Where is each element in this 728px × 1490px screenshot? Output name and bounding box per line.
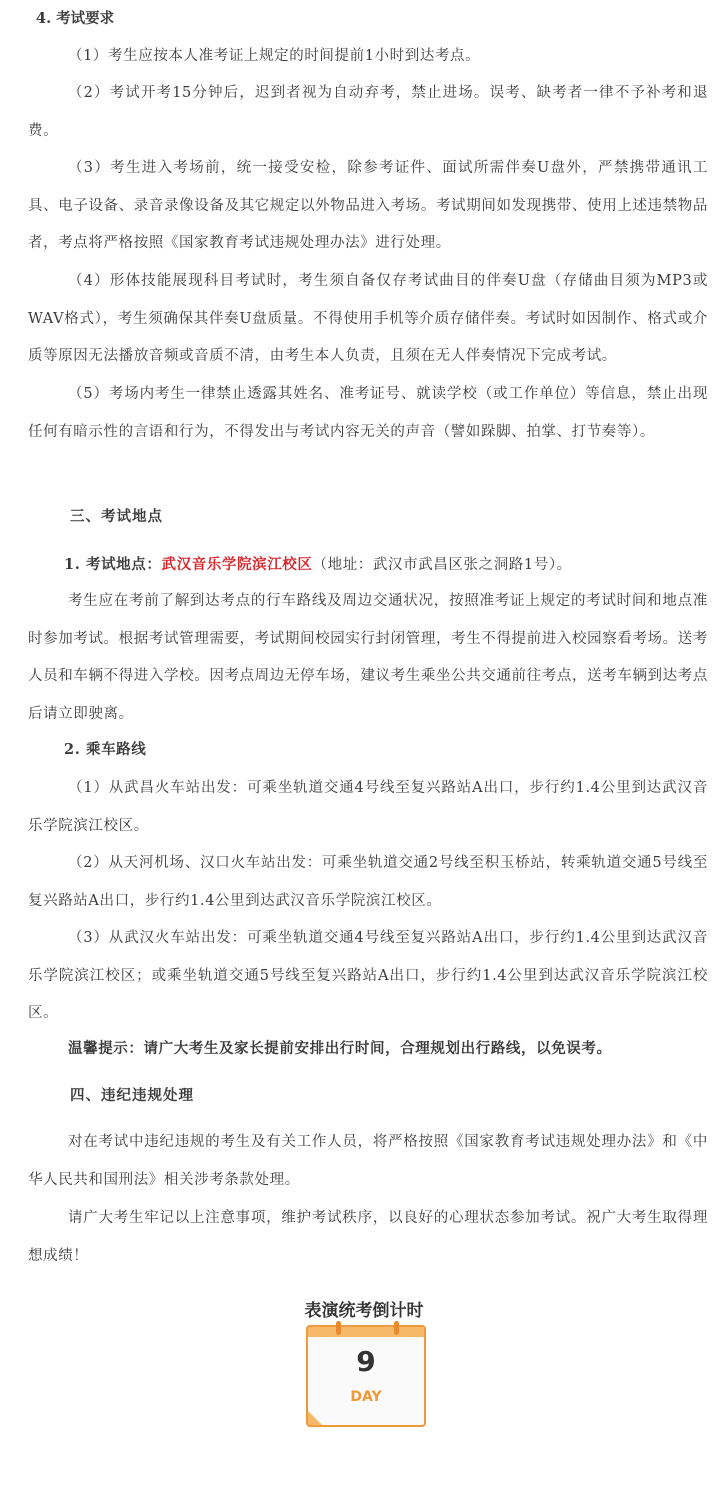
- countdown-unit: DAY: [350, 1389, 382, 1405]
- location-paragraph: 考生应在考前了解到达考点的行车路线及周边交通状况，按照准考证上规定的考试时间和地点准时参加考试。根据考试管理需要，考试期间校园实行封闭管理，考生不得提前进入校园察看考场。送考人员和车辆不得进入学校。因考点周边无停车场，建议考生乘坐公共交通前往考点，送考车辆到达考点后请立即驶离。: [28, 593, 708, 722]
- calendar-ring-right: [394, 1321, 399, 1335]
- calendar-page-curl: [308, 1411, 322, 1425]
- route-item-3: （3）从武汉火车站出发：可乘坐轨道交通4号线至复兴路站A出口，步行约1.4公里到达武汉音乐学院滨江校区；或乘坐轨道交通5号线至复兴路站A出口，步行约1.4公里到达武汉音乐学院滨江校区。: [28, 930, 708, 1021]
- route-item-2: （2）从天河机场、汉口火车站出发：可乘坐轨道交通2号线至积玉桥站，转乘轨道交通5号线至复兴路站A出口，步行约1.4公里到达武汉音乐学院滨江校区。: [28, 855, 708, 909]
- section-heading-exam-location: 三、考试地点: [70, 508, 163, 525]
- requirement-item-4: （4）形体技能展现科目考试时，考生须自备仅存考试曲目的伴奏U盘（存储曲目须为MP3或WAV格式），考生须确保其伴奏U盘质量。不得使用手机等介质存储伴奏。考试时如因制作、格式或介质等原因无法播放音频或音质不清，由考生本人负责，且须在无人伴奏情况下完成考试。: [28, 273, 708, 364]
- section-heading-violations: 四、违纪违规处理: [70, 1087, 194, 1104]
- violations-paragraph-1: 对在考试中违纪违规的考生及有关工作人员，将严格按照《国家教育考试违规处理办法》和《中华人民共和国刑法》相关涉考条款处理。: [28, 1134, 708, 1188]
- calendar-ring-left: [336, 1321, 341, 1335]
- location-address: （地址：武汉市武昌区张之洞路1号）。: [312, 557, 572, 573]
- travel-tip: 温馨提示：请广大考生及家长提前安排出行时间，合理规划出行路线，以免误考。: [68, 1040, 612, 1057]
- location-name: 武汉音乐学院滨江校区: [161, 556, 313, 573]
- location-label: 1. 考试地点：: [64, 556, 162, 573]
- requirement-item-2: （2）考试开考15分钟后，迟到者视为自动弃考，禁止进场。误考、缺考者一律不予补考和退费。: [28, 85, 708, 139]
- calendar-icon: [306, 1325, 426, 1427]
- countdown-number: 9: [356, 1345, 376, 1378]
- requirement-item-5: （5）考场内考生一律禁止透露其姓名、准考证号、就读学校（或工作单位）等信息，禁止出现任何有暗示性的言语和行为，不得发出与考试内容无关的声音（譬如跺脚、拍掌、打节奏等）。: [28, 386, 708, 440]
- requirement-item-1: （1）考生应按本人准考证上规定的时间提前1小时到达考点。: [68, 48, 481, 64]
- route-heading: 2. 乘车路线: [64, 741, 147, 758]
- countdown-title: 表演统考倒计时: [304, 1301, 424, 1321]
- route-item-1: （1）从武昌火车站出发：可乘坐轨道交通4号线至复兴路站A出口，步行约1.4公里到达武汉音乐学院滨江校区。: [28, 780, 708, 834]
- section-heading-exam-requirements: 4. 考试要求: [36, 10, 115, 27]
- violations-paragraph-2: 请广大考生牢记以上注意事项，维护考试秩序，以良好的心理状态参加考试。祝广大考生取得理想成绩！: [28, 1210, 708, 1264]
- exam-location-line: [28, 546, 708, 585]
- calendar-header-bar: [308, 1327, 424, 1337]
- requirement-item-3: （3）考生进入考场前，统一接受安检，除参考证件、面试所需伴奏U盘外，严禁携带通讯工具、电子设备、录音录像设备及其它规定以外物品进入考场。考试期间如发现携带、使用上述违禁物品者，考点将严格按照《国家教育考试违规处理办法》进行处理。: [28, 160, 708, 251]
